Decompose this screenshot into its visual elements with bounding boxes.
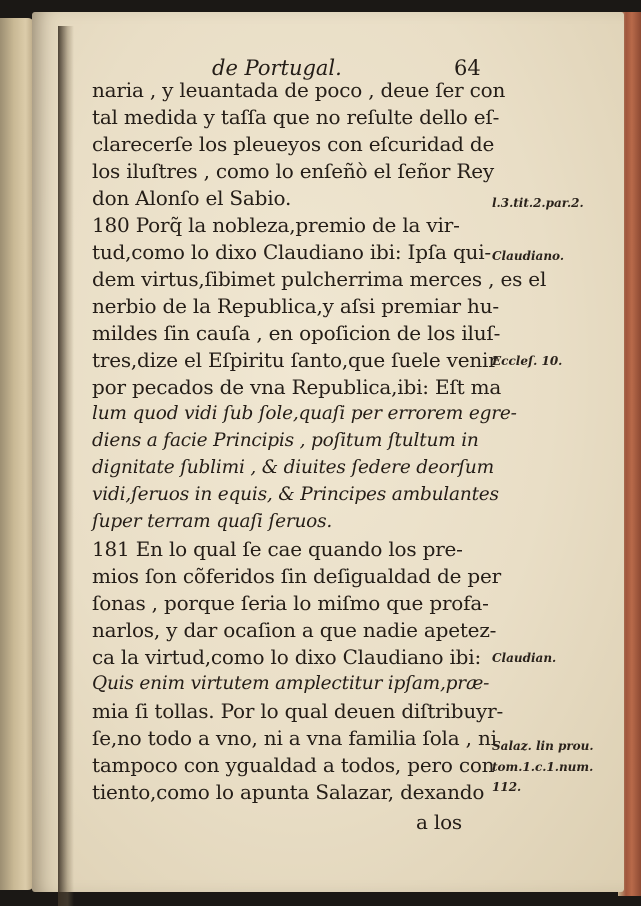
marginal-note: 112. [492,780,522,794]
text-line-italic: lum quod vidi ſub ſole,quaſi per errorem egre- [92,403,517,424]
text-line: dem virtus,ſibimet pulcherrima merces , es el [92,267,547,291]
running-title: de Portugal. [212,56,342,80]
text-line-italic: Quis enim virtutem amplectitur ipſam,præ- [92,673,490,694]
text-line: naria , y leuantada de poco , deue ſer con [92,78,506,102]
text-line: 181 En lo qual ſe cae quando los pre- [92,537,463,561]
text-line-italic: ſuper terram quaſi ſeruos. [92,511,333,532]
text-line: mildes ſin cauſa , en opoſicion de los iluſ- [92,321,501,345]
text-line: tiento,como lo apunta Salazar, dexando [92,780,485,804]
text-line-italic: vidi,ſeruos in equis, & Principes ambulantes [92,484,499,505]
marginal-note: l.3.tit.2.par.2. [492,196,584,210]
text-line: ſonas , porque ſeria lo miſmo que profa- [92,591,489,615]
book-page [32,12,624,892]
page-number: 64 [454,56,481,80]
text-line: los iluſtres , como lo enſeñò el ſeñor Rey [92,159,495,183]
previous-page-edge [0,18,34,890]
text-line: tud,como lo dixo Claudiano ibi: Ipſa qui- [92,240,491,264]
text-line: clarecerſe los pleueyos con eſcuridad de [92,132,495,156]
catchword: a los [416,810,462,834]
text-line: mia ſi tollas. Por lo qual deuen diſtribuyr- [92,699,504,723]
text-line: por pecados de vna Republica,ibi: Eſt ma [92,375,502,399]
text-line-italic: diens a facie Principis , poſitum ſtultum in [92,430,479,451]
marginal-note: Claudian. [492,651,557,665]
running-header [212,56,492,80]
text-line: don Alonſo el Sabio. [92,186,292,210]
marginal-note: Eccleſ. 10. [492,354,563,368]
text-line: mios ſon cõferidos ſin deſigualdad de per [92,564,501,588]
marginal-note: Salaz. lin prou. [492,739,594,753]
text-line: narlos, y dar ocaſion a que nadie apetez- [92,618,497,642]
page-gutter-shadow [58,26,74,906]
text-line: tal medida y taſſa que no reſulte dello eſ- [92,105,500,129]
text-line: 180 Porq̃ la nobleza,premio de la vir- [92,213,460,237]
text-line: tampoco con ygualdad a todos, pero con [92,753,495,777]
text-line: ca la virtud,como lo dixo Claudiano ibi: [92,645,482,669]
marginal-note: Claudiano. [492,249,565,263]
text-line: nerbio de la Republica,y aſsi premiar hu- [92,294,499,318]
text-line-italic: dignitate ſublimi , & diuites ſedere deorſum [92,457,494,478]
text-line: tres,dize el Eſpiritu ſanto,que ſuele venir [92,348,498,372]
marginal-note: tom.1.c.1.num. [492,760,594,774]
text-line: ſe,no todo a vno, ni a vna familia ſola , ni [92,726,497,750]
